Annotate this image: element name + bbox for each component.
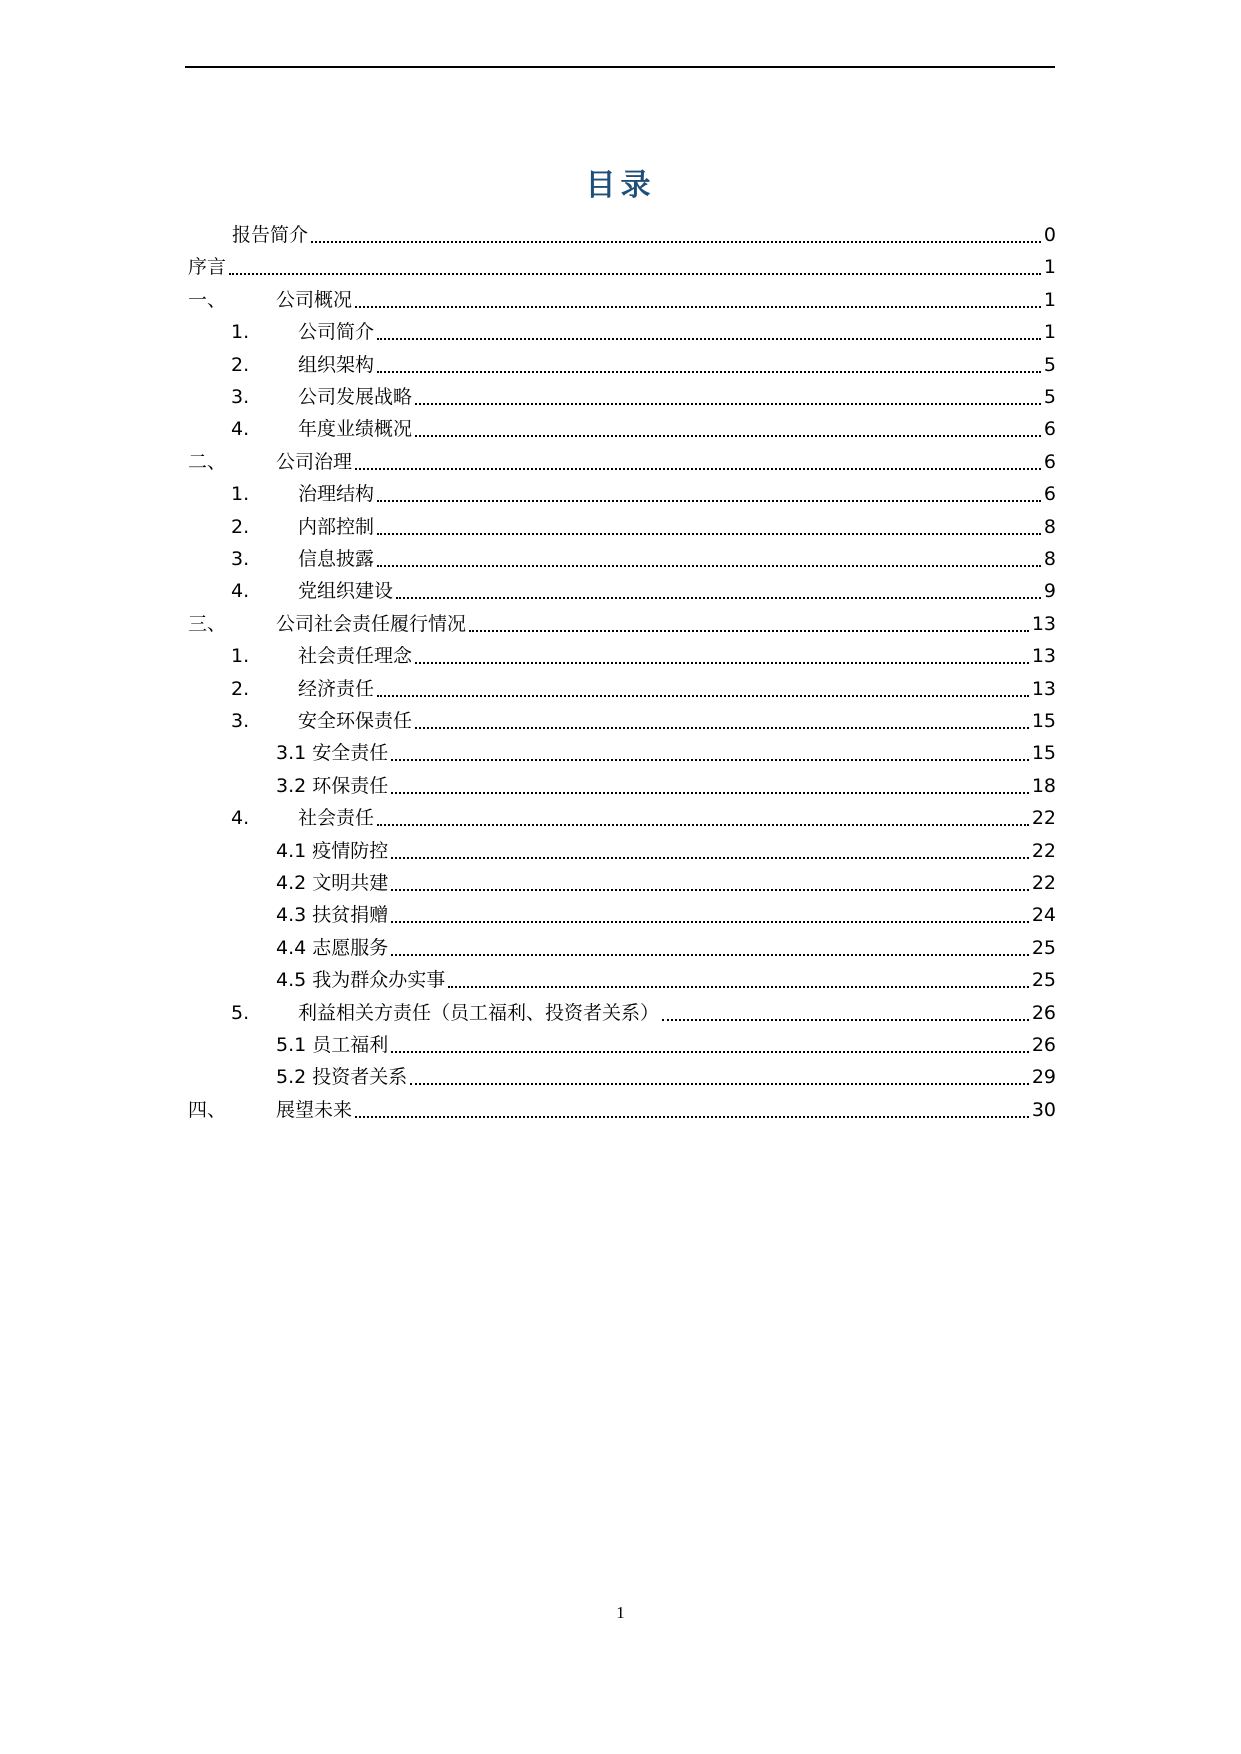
toc-entry[interactable]	[0, 673, 1241, 705]
toc-entry[interactable]	[0, 932, 1241, 964]
toc-entry-number: 一、	[188, 288, 227, 311]
toc-entry[interactable]	[0, 478, 1241, 510]
toc-entry-number: 5.	[231, 1001, 250, 1024]
toc-entry-label: 组织架构	[298, 353, 375, 376]
toc-entry-page: 6	[1043, 450, 1056, 473]
toc-entry-label: 4.3 扶贫捐赠	[276, 904, 389, 927]
toc-entry-number: 4.	[231, 807, 250, 830]
toc-entry-number: 4.	[231, 580, 250, 603]
toc-entry[interactable]	[0, 802, 1241, 834]
toc-entry-label: 公司社会责任履行情况	[276, 612, 467, 635]
dot-leader	[410, 1082, 1029, 1085]
toc-entry-label: 4.1 疫情防控	[276, 839, 389, 862]
toc-entry-label: 展望未来	[276, 1098, 353, 1121]
toc-entry-number: 二、	[188, 450, 227, 473]
toc-entry-label: 利益相关方责任（员工福利、投资者关系）	[298, 1001, 660, 1024]
toc-entry[interactable]	[0, 219, 1241, 251]
toc-entry-page: 15	[1031, 742, 1056, 765]
toc-title: 目录	[585, 168, 656, 203]
toc-entry[interactable]	[0, 997, 1241, 1029]
dot-leader	[391, 856, 1029, 859]
dot-leader	[391, 920, 1029, 923]
toc-entry-page: 8	[1043, 548, 1056, 570]
toc-entry[interactable]	[0, 381, 1241, 413]
toc-entry-label: 安全环保责任	[298, 710, 413, 732]
toc-entry-label: 公司简介	[298, 321, 375, 344]
toc-entry-page: 15	[1031, 710, 1056, 732]
toc-entry-label: 4.4 志愿服务	[276, 936, 389, 959]
toc-entry[interactable]	[0, 1094, 1241, 1126]
dot-leader	[355, 467, 1041, 470]
toc-entry-label: 序言	[188, 256, 227, 279]
toc-entry[interactable]	[0, 413, 1241, 445]
dot-leader	[391, 758, 1029, 761]
toc-entry-label: 治理结构	[298, 483, 375, 506]
dot-leader	[377, 694, 1029, 697]
dot-leader	[377, 337, 1041, 340]
dot-leader	[377, 564, 1041, 567]
toc-entry[interactable]	[0, 511, 1241, 543]
toc-entry-page: 1	[1043, 256, 1056, 279]
toc-entry[interactable]	[0, 867, 1241, 899]
toc-entry-label: 社会责任	[298, 807, 375, 830]
toc-entry-label: 3.1 安全责任	[276, 742, 389, 765]
toc-entry-page: 25	[1031, 936, 1056, 959]
dot-leader	[311, 240, 1041, 243]
toc-entry[interactable]	[0, 1029, 1241, 1061]
dot-leader	[377, 499, 1041, 502]
dot-leader	[391, 791, 1029, 794]
dot-leader	[415, 434, 1041, 437]
toc-entry[interactable]	[0, 316, 1241, 348]
dot-leader	[391, 888, 1029, 891]
dot-leader	[355, 1115, 1029, 1118]
toc-entry[interactable]	[0, 770, 1241, 802]
toc-entry[interactable]	[0, 349, 1241, 381]
toc-entry-number: 3.	[231, 386, 250, 408]
page-number: 1	[616, 1603, 625, 1622]
dot-leader	[391, 1050, 1029, 1053]
toc-entry-page: 22	[1031, 839, 1056, 862]
toc-entry-label: 党组织建设	[298, 580, 394, 603]
toc-entry[interactable]	[0, 284, 1241, 316]
toc-entry-page: 1	[1043, 321, 1056, 344]
dot-leader	[377, 370, 1041, 373]
toc-entry-number: 1.	[231, 321, 250, 344]
header-rule	[185, 66, 1055, 68]
toc-entry-label: 公司概况	[276, 288, 353, 311]
dot-leader	[391, 953, 1029, 956]
toc-entry[interactable]	[0, 251, 1241, 283]
dot-leader	[377, 532, 1041, 535]
toc-entry-number: 1.	[231, 483, 250, 506]
dot-leader	[415, 661, 1029, 664]
toc-entry[interactable]	[0, 575, 1241, 607]
toc-entry-page: 5	[1043, 386, 1056, 408]
toc-entry-label: 内部控制	[298, 515, 375, 538]
toc-entry-page: 29	[1031, 1066, 1056, 1089]
dot-leader	[355, 305, 1041, 308]
toc-entry-page: 30	[1031, 1098, 1056, 1121]
dot-leader	[662, 1018, 1029, 1021]
toc-entry-page: 6	[1043, 483, 1056, 506]
toc-entry-label: 4.5 我为群众办实事	[276, 969, 446, 992]
dot-leader	[469, 629, 1029, 632]
toc-entry-label: 经济责任	[298, 677, 375, 700]
toc-entry-page: 13	[1031, 645, 1056, 668]
toc-entry-page: 26	[1031, 1034, 1056, 1056]
toc-entry-number: 3.	[231, 710, 250, 732]
toc-entry[interactable]	[0, 964, 1241, 996]
toc-entry-page: 8	[1043, 515, 1056, 538]
toc-entry-page: 25	[1031, 969, 1056, 992]
toc-entry-page: 6	[1043, 418, 1056, 441]
toc-entry[interactable]	[0, 737, 1241, 769]
toc-entry-page: 13	[1031, 677, 1056, 700]
toc-entry-label: 4.2 文明共建	[276, 872, 389, 894]
toc-entry-label: 5.1 员工福利	[276, 1034, 389, 1056]
toc-entry-page: 5	[1043, 353, 1056, 376]
toc-entry[interactable]	[0, 899, 1241, 931]
toc-entry[interactable]	[0, 640, 1241, 672]
toc-entry-number: 2.	[231, 515, 250, 538]
toc-entry[interactable]	[0, 835, 1241, 867]
toc-entry-page: 22	[1031, 872, 1056, 894]
toc-entry-page: 18	[1031, 774, 1056, 797]
dot-leader	[415, 726, 1029, 729]
dot-leader	[377, 823, 1029, 826]
toc-entry-label: 年度业绩概况	[298, 418, 413, 441]
toc-entry-page: 9	[1043, 580, 1056, 603]
toc-entry-number: 1.	[231, 645, 250, 668]
toc-entry-label: 信息披露	[298, 548, 375, 570]
toc-entry-label: 5.2 投资者关系	[276, 1066, 408, 1089]
toc-entry-page: 1	[1043, 288, 1056, 311]
toc-entry-page: 0	[1043, 224, 1056, 246]
toc-entry-page: 13	[1031, 612, 1056, 635]
toc-entry[interactable]	[0, 705, 1241, 737]
toc-entry-number: 2.	[231, 677, 250, 700]
toc-entry-page: 24	[1031, 904, 1056, 927]
toc-entry[interactable]	[0, 543, 1241, 575]
toc-entry[interactable]	[0, 1061, 1241, 1093]
toc-entry-label: 3.2 环保责任	[276, 774, 389, 797]
toc-entry-number: 四、	[188, 1098, 227, 1121]
dot-leader	[229, 272, 1041, 275]
toc-entry[interactable]	[0, 608, 1241, 640]
toc-entry-page: 26	[1031, 1001, 1056, 1024]
toc-entry-label: 公司治理	[276, 450, 353, 473]
toc-entry-number: 三、	[188, 612, 227, 635]
dot-leader	[396, 596, 1041, 599]
toc-entry-number: 2.	[231, 353, 250, 376]
toc-entry-number: 4.	[231, 418, 250, 441]
toc-entry-label: 公司发展战略	[298, 386, 413, 408]
toc-entry-label: 报告简介	[232, 224, 309, 246]
dot-leader	[415, 402, 1041, 405]
toc-entry-number: 3.	[231, 548, 250, 570]
toc-entry-label: 社会责任理念	[298, 645, 413, 668]
toc-entry-page: 22	[1031, 807, 1056, 830]
toc-entry[interactable]	[0, 446, 1241, 478]
dot-leader	[448, 985, 1029, 988]
